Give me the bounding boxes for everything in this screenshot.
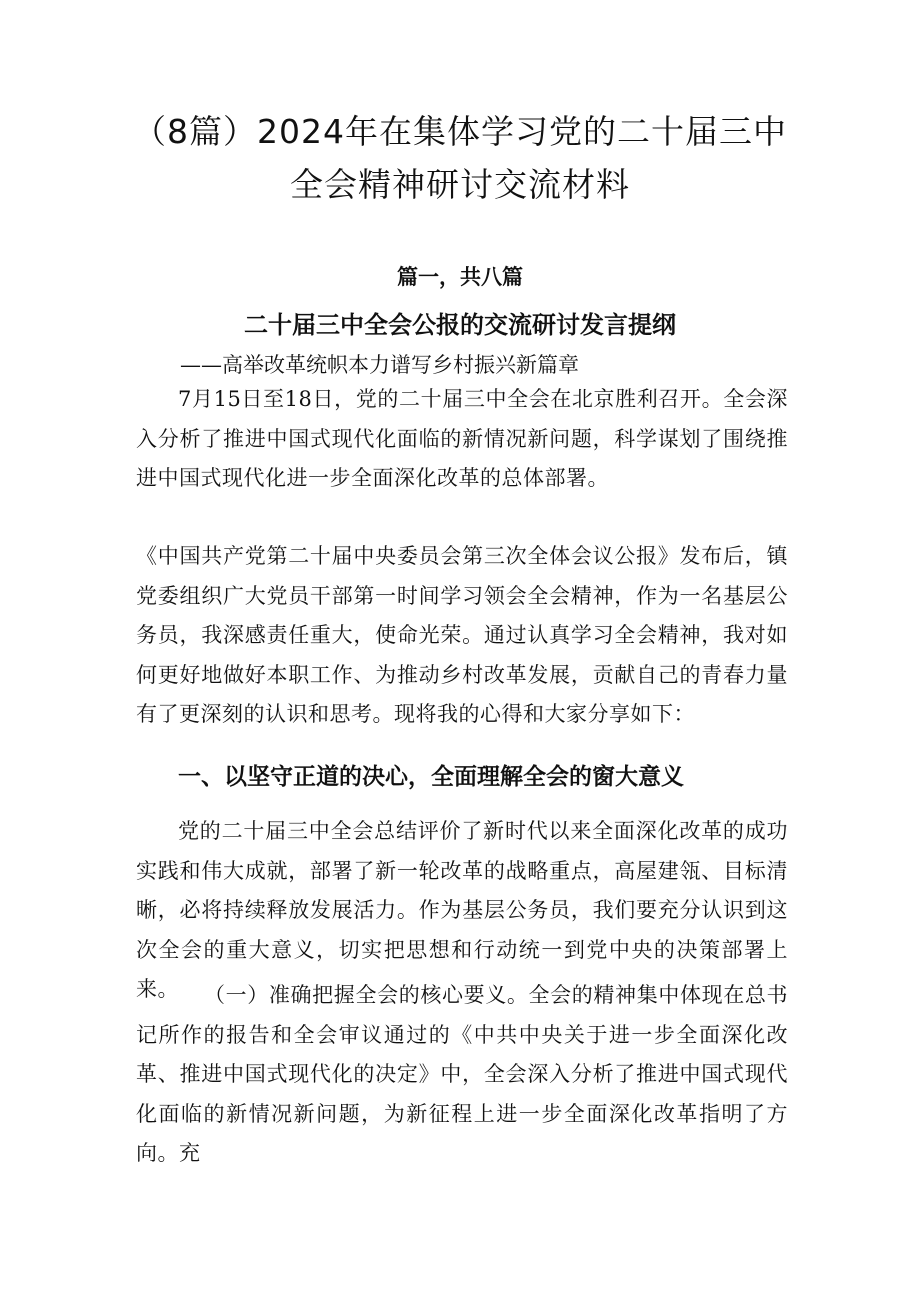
article-dash-subtitle: ——高举改革统帜本力谱写乡村振兴新篇章	[180, 353, 579, 377]
article-subtitle: 二十届三中全会公报的交流研讨发言提纲	[244, 311, 676, 339]
paragraph-4: （一）准确把握全会的核心要义。全会的精神集中体现在总书记所作的报告和全会审议通过的《中共中央关于进一步全面深化改革、推进中国式现代化的决定》中，全会深入分析了推进中国式现代化面临的新情况新问题，为新征程上进一步全面深化改革指明了方向。充	[136, 983, 788, 1165]
section-heading-1: 一、以坚守正道的决心，全面理解全会的窗大意义	[178, 764, 684, 790]
paragraph-1: 7月15日至18日，党的二十届三中全会在北京胜利召开。全会深入分析了推进中国式现代化面临的新情况新问题，科学谋划了围绕推进中国式现代化进一步全面深化改革的总体部署。	[136, 387, 788, 490]
document-title-line-2: 全会精神研讨交流材料	[290, 165, 630, 204]
document-title-line-1: （8篇）2024年在集体学习党的二十届三中	[133, 112, 787, 151]
paragraph-2: 《中国共产党第二十届中央委员会第三次全体会议公报》发布后，镇党委组织广大党员干部第一时间学习领会全会精神，作为一名基层公务员，我深感责任重大，使命光荣。通过认真学习全会精神，我对如何更好地做好本职工作、为推动乡村改革发展，贡献自己的青春力量有了更深刻的认识和思考。现将我的心得和大家分享如下：	[136, 544, 788, 726]
paragraph-3: 党的二十届三中全会总结评价了新时代以来全面深化改革的成功实践和伟大成就，部署了新一轮改革的战略重点，高屋建瓴、目标清晰，必将持续释放发展活力。作为基层公务员，我们要充分认识到这次全会的重大意义，切实把思想和行动统一到党中央的决策部署上来。	[136, 819, 788, 1001]
part-label: 篇一，共八篇	[397, 264, 523, 289]
